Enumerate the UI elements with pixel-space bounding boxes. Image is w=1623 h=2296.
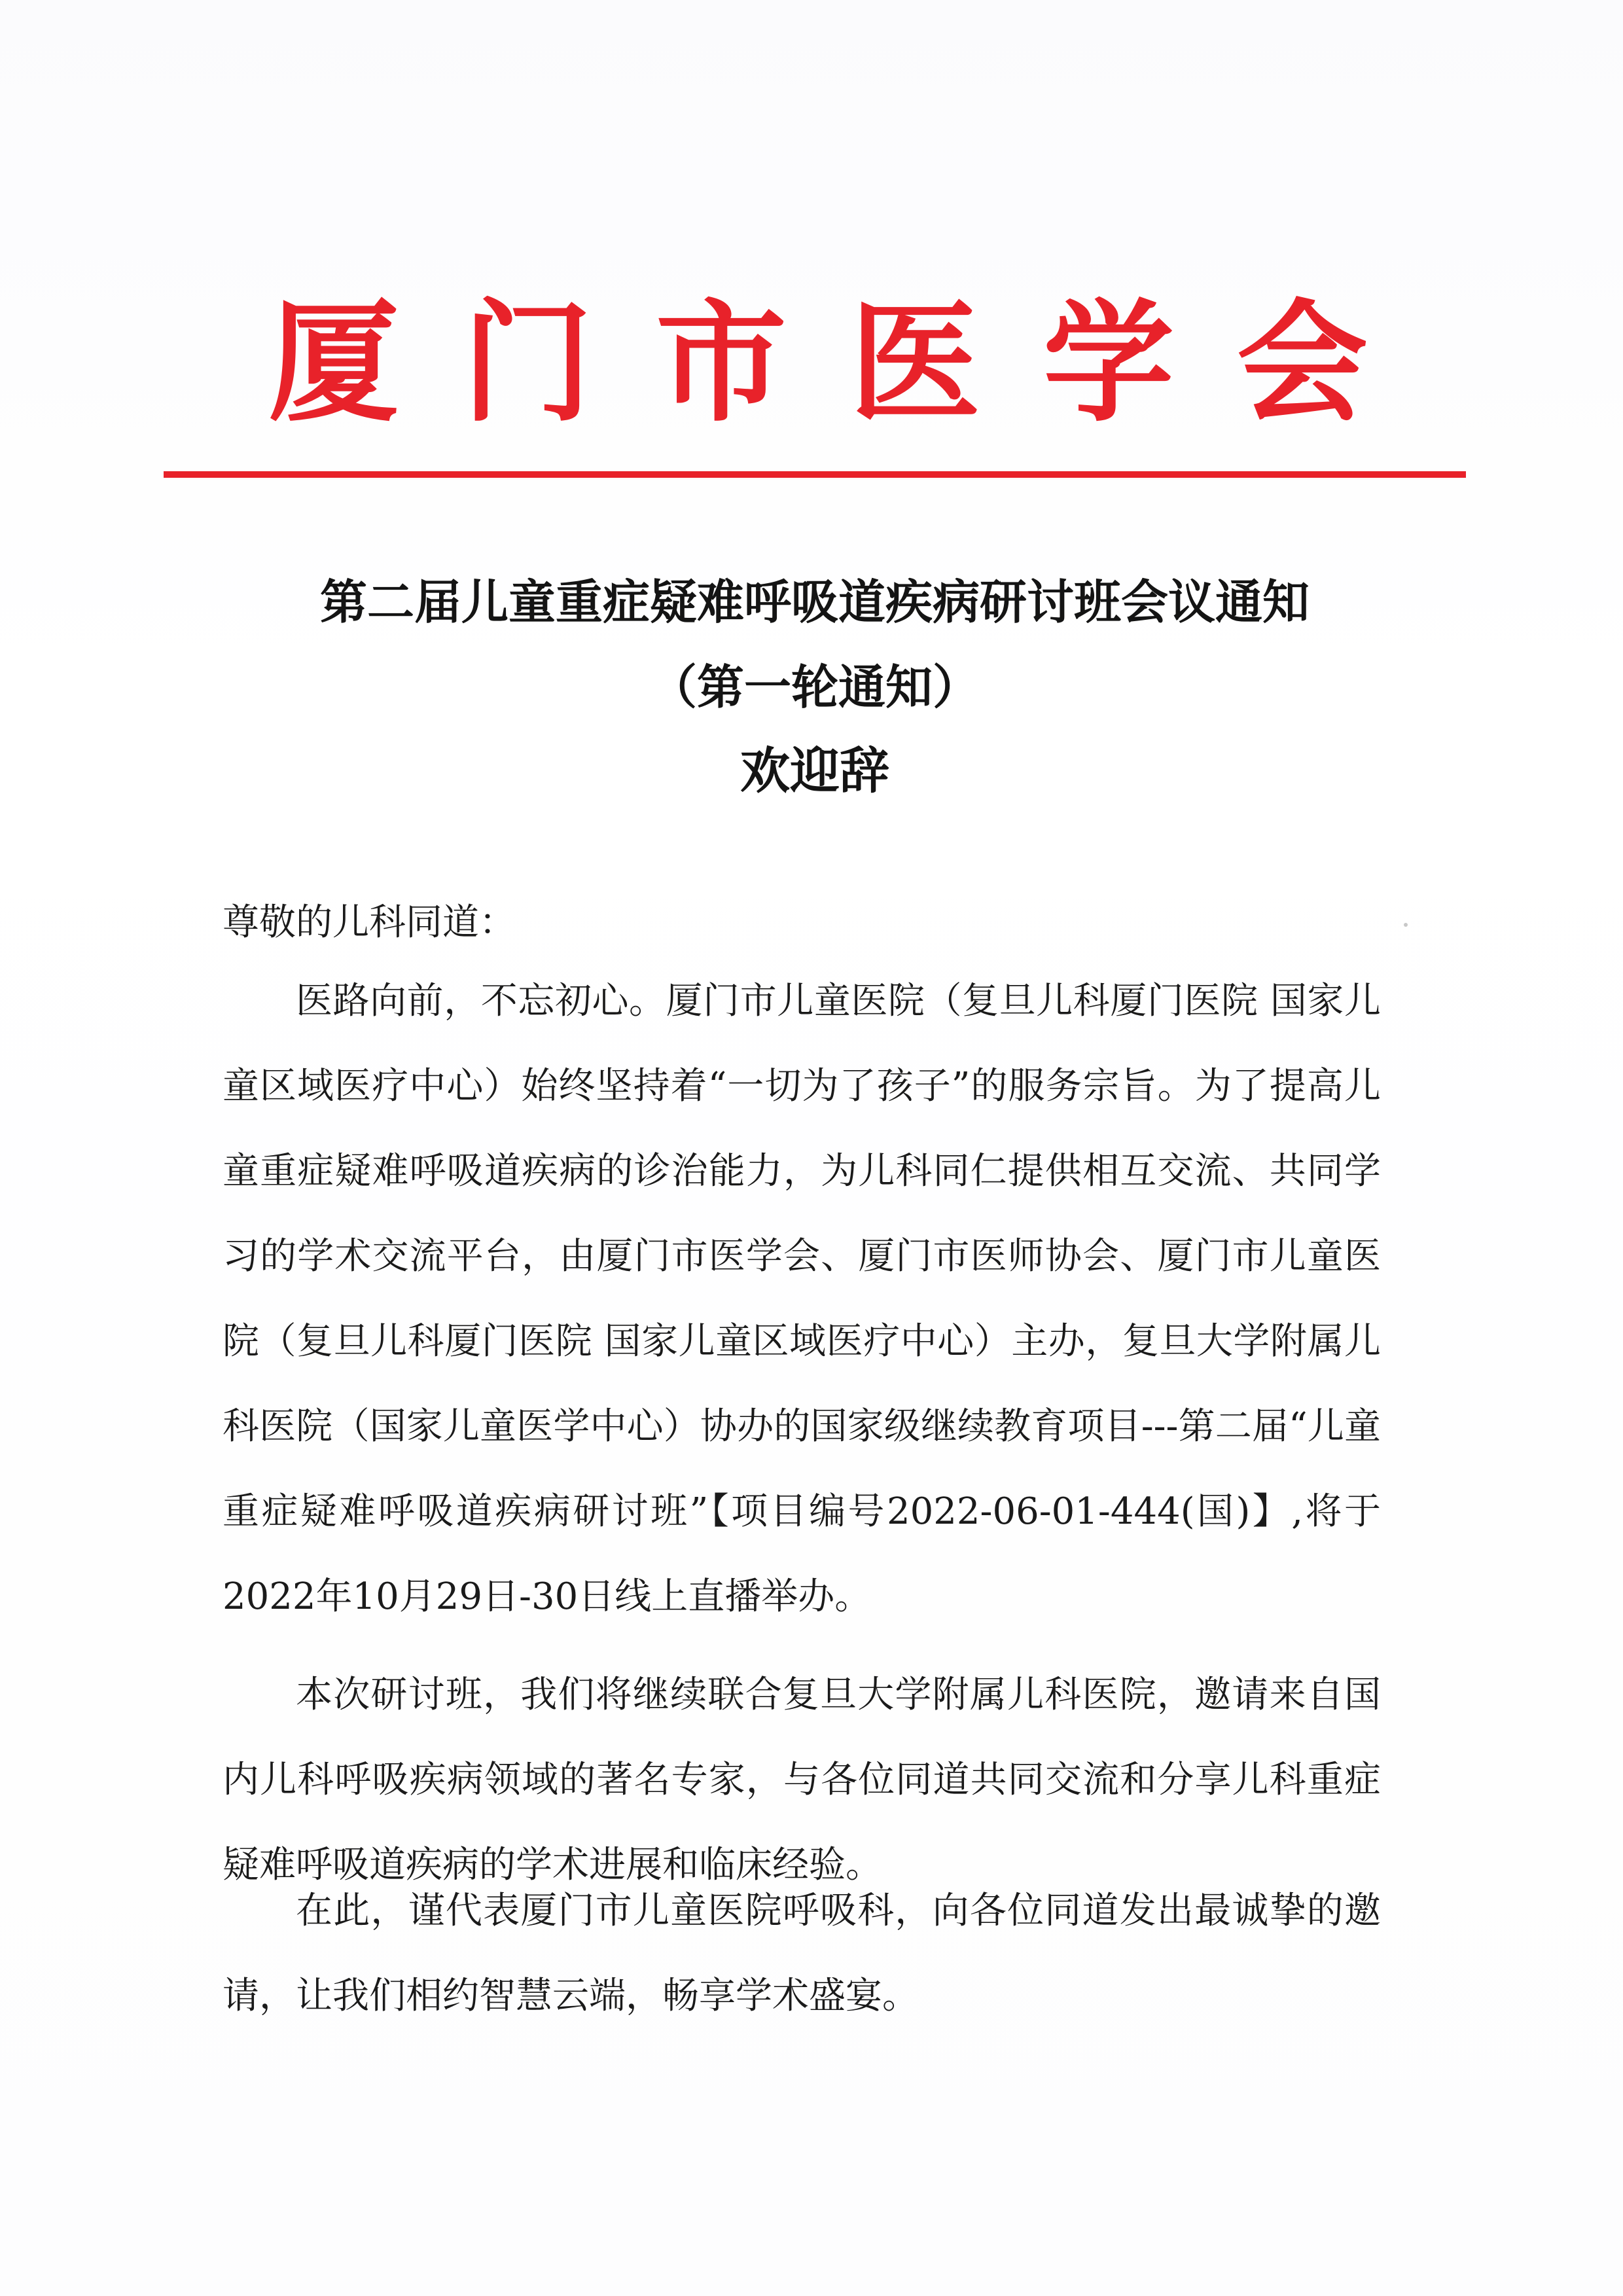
scan-speck <box>1404 923 1408 927</box>
letterhead-char: 厦 <box>268 286 400 440</box>
letterhead-divider <box>164 471 1466 478</box>
letterhead-char: 学 <box>1043 286 1174 440</box>
body-paragraph <box>223 959 1381 1640</box>
paragraph-text: 医路向前，不忘初心。厦门市儿童医院（复旦儿科厦门医院 国家儿童区域医疗中心）始终坚持着“一切为了孩子”的服务宗旨。为了提高儿童重症疑难呼吸道疾病的诊治能力，为儿科同仁提供相互交流、共同学习的学术交流平台，由厦门市医学会、厦门市医师协会、厦门市儿童医院（复旦儿科厦门医院 国家儿童区域医疗中心）主办，复旦大学附属儿科医院（国家儿童医学中心）协办的国家级继续教育项目---第二届“儿童重症疑难呼吸道疾病研讨班”【项目编号2022-06-01-444(国)】,将于2022年10月29日-30日线上直播举办。 <box>223 980 1381 1618</box>
paragraph-text: 在此，谨代表厦门市儿童医院呼吸科，向各位同道发出最诚挚的邀请，让我们相约智慧云端，畅享学术盛宴。 <box>223 1890 1381 2017</box>
body-paragraph <box>223 1869 1381 2039</box>
document-subtitle: （第一轮通知） <box>649 659 980 715</box>
document-title: 第二届儿童重症疑难呼吸道疾病研讨班会议通知 <box>319 574 1310 630</box>
paragraph-text: 本次研讨班，我们将继续联合复旦大学附属儿科医院，邀请来自国内儿科呼吸疾病领域的著名专家，与各位同道共同交流和分享儿科重症疑难呼吸道疾病的学术进展和临床经验。 <box>223 1674 1381 1886</box>
salutation: 尊敬的儿科同道： <box>223 901 516 944</box>
letterhead-char: 会 <box>1236 286 1368 440</box>
letterhead-org-name <box>268 288 1368 439</box>
letterhead-char: 市 <box>655 286 787 440</box>
letterhead-char: 医 <box>849 286 980 440</box>
letterhead-char: 门 <box>461 286 593 440</box>
welcome-heading: 欢迎辞 <box>740 742 889 800</box>
